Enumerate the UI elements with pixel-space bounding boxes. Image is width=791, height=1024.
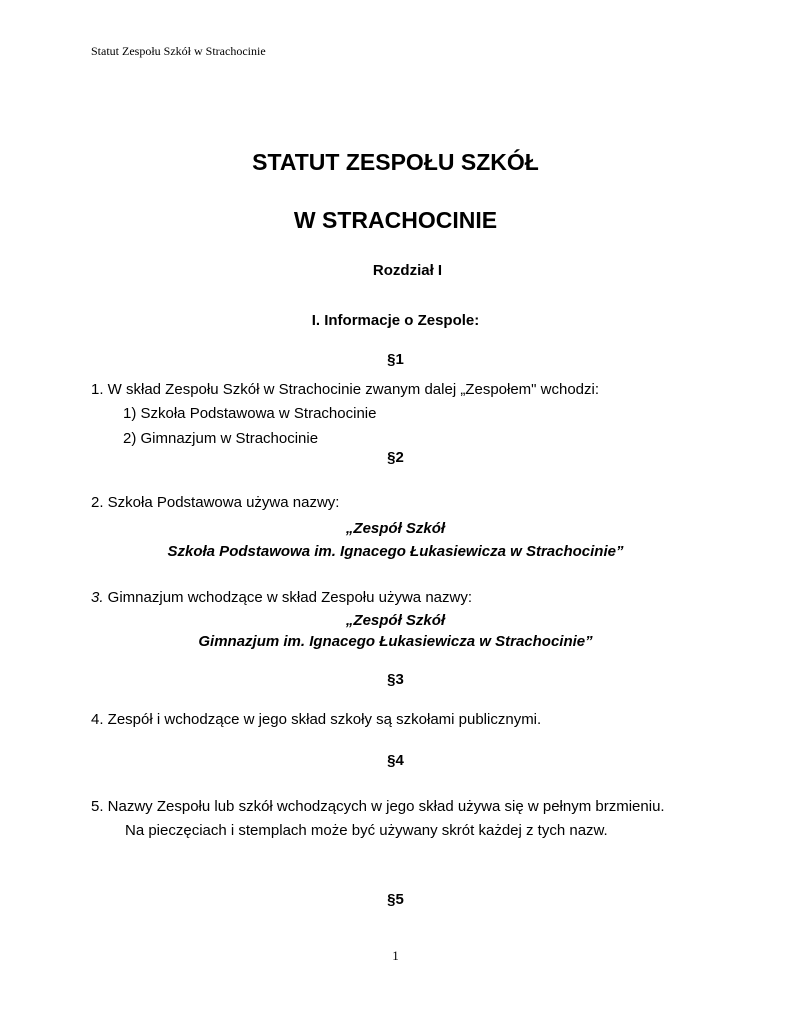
school-name-line-1: „Zespół Szkół — [345, 520, 446, 537]
list-item: 1) Szkoła Podstawowa w Strachocinie — [123, 405, 377, 422]
paragraph-symbol-3: §3 — [387, 671, 404, 688]
gymnasium-name-line-1: „Zespół Szkół — [345, 612, 446, 629]
paragraph-5-text: 5. Nazwy Zespołu lub szkół wchodzących w jego skład używa się w pełnym brzmieniu. — [91, 798, 665, 815]
document-title: STATUT ZESPOŁU SZKÓŁ — [252, 149, 539, 175]
paragraph-2-text: 2. Szkoła Podstawowa używa nazwy: — [91, 494, 340, 511]
gymnasium-name-line-2: Gimnazjum im. Ignacego Łukasiewicza w Strachocinie” — [198, 633, 593, 650]
paragraph-symbol-2: §2 — [387, 449, 404, 466]
paragraph-symbol-1: §1 — [387, 351, 404, 368]
paragraph-5-continuation: Na pieczęciach i stemplach może być używany skrót każdej z tych nazw. — [125, 822, 608, 839]
page-number: 1 — [392, 948, 399, 963]
paragraph-3-text — [91, 589, 472, 606]
paragraph-1-text: 1. W skład Zespołu Szkół w Strachocinie zwanym dalej „Zespołem" wchodzi: — [91, 381, 600, 398]
school-name-line-2: Szkoła Podstawowa im. Ignacego Łukasiewicza w Strachocinie” — [167, 543, 624, 560]
section-heading: I. Informacje o Zespole: — [311, 312, 480, 329]
paragraph-symbol-4: §4 — [387, 752, 404, 769]
document-title-location: W STRACHOCINIE — [293, 207, 498, 233]
paragraph-4-text: 4. Zespół i wchodzące w jego skład szkoły są szkołami publicznymi. — [91, 711, 542, 728]
item-text: Gimnazjum wchodzące w skład Zespołu używa nazwy: — [103, 589, 472, 606]
item-number: 3. — [91, 589, 104, 606]
chapter-label: Rozdział I — [372, 262, 443, 279]
list-item: 2) Gimnazjum w Strachocinie — [123, 430, 319, 447]
paragraph-symbol-5: §5 — [387, 891, 404, 908]
running-header: Statut Zespołu Szkół w Strachocinie — [91, 44, 266, 58]
